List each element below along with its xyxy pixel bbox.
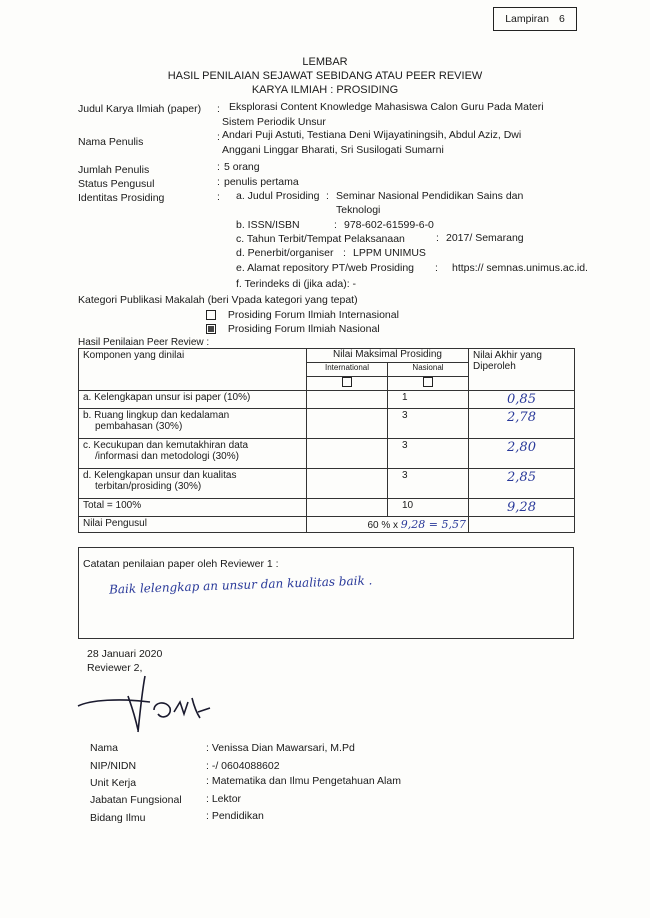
colon: : bbox=[343, 247, 346, 259]
row-a-score: 0,85 bbox=[469, 391, 575, 409]
c-value: 2017/ Semarang bbox=[446, 232, 524, 244]
header-nilai-akhir bbox=[469, 349, 575, 391]
total-int bbox=[307, 499, 388, 517]
row-d-int bbox=[307, 469, 388, 499]
row-b-int bbox=[307, 409, 388, 439]
row-d-score: 2,85 bbox=[469, 469, 575, 499]
header-akhir-1: Nilai Akhir yang bbox=[473, 350, 542, 361]
header-nilai-max: Nilai Maksimal Prosiding bbox=[307, 349, 469, 363]
e-value: https:// semnas.unimus.ac.id. bbox=[452, 262, 588, 274]
colon: : bbox=[217, 161, 220, 173]
b-value: 978-602-61599-6-0 bbox=[344, 219, 434, 231]
a-label: a. Judul Prosiding bbox=[236, 190, 320, 202]
row-b-max: 3 bbox=[388, 409, 469, 439]
c-label: c. Tahun Terbit/Tempat Pelaksanaan bbox=[236, 233, 405, 245]
judul-label: Judul Karya Ilmiah (paper) bbox=[78, 103, 202, 115]
unit-value: : Matematika dan Ilmu Pengetahuan Alam bbox=[206, 775, 401, 787]
kategori-option-nasional[interactable] bbox=[206, 323, 380, 335]
option-nas-label: Prosiding Forum Ilmiah Nasional bbox=[227, 323, 380, 335]
a-value-1: Seminar Nasional Pendidikan Sains dan bbox=[336, 190, 524, 202]
total-label: Total = 100% bbox=[79, 499, 307, 517]
pengusul-hand: 9,28 = 5,57 bbox=[400, 518, 466, 531]
identitas-label: Identitas Prosiding bbox=[78, 192, 165, 204]
jabatan-label: Jabatan Fungsional bbox=[90, 794, 182, 806]
row-a-label: a. Kelengkapan unsur isi paper (10%) bbox=[79, 391, 307, 409]
colon: : bbox=[217, 191, 220, 203]
row-d-l1: d. Kelengkapan unsur dan kualitas bbox=[83, 470, 237, 481]
checkbox-nas-table[interactable] bbox=[423, 377, 433, 387]
lampiran-number: 6 bbox=[558, 13, 565, 25]
nip-text: -/ 0604088602 bbox=[211, 760, 280, 772]
nas-checkbox-cell bbox=[388, 377, 469, 391]
row-c-int bbox=[307, 439, 388, 469]
d-label: d. Penerbit/organiser bbox=[236, 247, 334, 259]
pengusul-akhir bbox=[469, 517, 575, 533]
checkbox-internasional[interactable] bbox=[206, 310, 216, 320]
int-checkbox-cell bbox=[307, 377, 388, 391]
judul-value-2: Sistem Periodik Unsur bbox=[222, 116, 326, 128]
colon: : bbox=[326, 190, 329, 202]
header-international: International bbox=[307, 363, 388, 377]
row-c-label bbox=[79, 439, 307, 469]
colon: : bbox=[217, 103, 220, 115]
status-value: penulis pertama bbox=[224, 176, 299, 188]
nip-label: NIP/NIDN bbox=[90, 760, 137, 772]
penulis-value-1: Andari Puji Astuti, Testiana Deni Wijayatiningsih, Abdul Aziz, Dwi bbox=[222, 129, 522, 141]
bidang-label: Bidang Ilmu bbox=[90, 812, 146, 824]
penulis-value-2: Anggani Linggar Bharati, Sri Susilogati Sumarni bbox=[222, 144, 444, 156]
checkbox-int-table[interactable] bbox=[342, 377, 352, 387]
row-b-score: 2,78 bbox=[469, 409, 575, 439]
date: 28 Januari 2020 bbox=[87, 648, 163, 660]
unit-text: Matematika dan Ilmu Pengetahuan Alam bbox=[211, 775, 401, 787]
b-label: b. ISSN/ISBN bbox=[236, 219, 300, 231]
lampiran-label: Lampiran bbox=[505, 13, 549, 25]
row-a-max: 1 bbox=[388, 391, 469, 409]
catatan-text: Baik lelengkap an unsur dan kualitas baik . bbox=[108, 573, 373, 597]
row-b-l1: b. Ruang lingkup dan kedalaman bbox=[83, 410, 230, 421]
pengusul-label: Nilai Pengusul bbox=[79, 517, 307, 533]
reviewer-label: Reviewer 2, bbox=[87, 662, 143, 674]
colon: : bbox=[217, 176, 220, 188]
colon: : bbox=[435, 262, 438, 274]
e-label: e. Alamat repository PT/web Prosiding bbox=[236, 262, 414, 274]
checkbox-nasional-checked[interactable] bbox=[206, 324, 216, 334]
total-score: 9,28 bbox=[469, 499, 575, 517]
jumlah-label: Jumlah Penulis bbox=[78, 164, 150, 176]
row-a-int bbox=[307, 391, 388, 409]
bidang-value: : Pendidikan bbox=[206, 810, 264, 822]
nama-text: Venissa Dian Mawarsari, M.Pd bbox=[211, 742, 355, 754]
judul-value-1: Eksplorasi Content Knowledge Mahasiswa Calon Guru Pada Materi bbox=[229, 101, 544, 113]
lampiran-box bbox=[493, 7, 577, 31]
nip-value: : -/ 0604088602 bbox=[206, 760, 280, 772]
status-label: Status Pengusul bbox=[78, 178, 155, 190]
penulis-label: Nama Penulis bbox=[78, 136, 144, 148]
colon: : bbox=[217, 131, 220, 143]
title-line-2: HASIL PENILAIAN SEJAWAT SEBIDANG ATAU PEER REVIEW bbox=[167, 70, 483, 82]
d-value: LPPM UNIMUS bbox=[353, 247, 426, 259]
nama-value: : Venissa Dian Mawarsari, M.Pd bbox=[206, 742, 355, 754]
jabatan-value: : Lektor bbox=[206, 793, 242, 805]
catatan-box bbox=[78, 547, 574, 639]
title-line-3: KARYA ILMIAH : PROSIDING bbox=[251, 84, 399, 96]
f-label: f. Terindeks di (jika ada): - bbox=[236, 278, 357, 290]
row-b-l2: pembahasan (30%) bbox=[95, 421, 183, 432]
colon: : bbox=[436, 232, 439, 244]
jumlah-value: 5 orang bbox=[224, 161, 260, 173]
table-caption: Hasil Penilaian Peer Review : bbox=[78, 337, 210, 348]
header-komponen: Komponen yang dinilai bbox=[79, 349, 307, 391]
kategori-option-internasional[interactable] bbox=[206, 309, 399, 321]
score-table bbox=[78, 348, 575, 533]
pengusul-formula bbox=[307, 517, 469, 533]
unit-label: Unit Kerja bbox=[90, 777, 137, 789]
title-line-1: LEMBAR bbox=[302, 56, 348, 68]
colon: : bbox=[334, 219, 337, 231]
a-value-2: Teknologi bbox=[336, 204, 381, 216]
row-c-max: 3 bbox=[388, 439, 469, 469]
total-max: 10 bbox=[388, 499, 469, 517]
pengusul-prefix: 60 % x bbox=[367, 520, 399, 531]
row-c-l1: c. Kecukupan dan kemutakhiran data bbox=[83, 440, 249, 451]
nama-label: Nama bbox=[90, 742, 119, 754]
signature-image bbox=[70, 672, 230, 742]
row-c-l2: /informasi dan metodologi (30%) bbox=[95, 451, 239, 462]
kategori-label: Kategori Publikasi Makalah (beri Vpada kategori yang tepat) bbox=[78, 294, 358, 306]
header-akhir-2: Diperoleh bbox=[473, 361, 516, 372]
row-c-score: 2,80 bbox=[469, 439, 575, 469]
row-d-l2: terbitan/prosiding (30%) bbox=[95, 481, 202, 492]
row-b-label bbox=[79, 409, 307, 439]
row-d-label bbox=[79, 469, 307, 499]
row-d-max: 3 bbox=[388, 469, 469, 499]
bidang-text: Pendidikan bbox=[211, 810, 264, 822]
header-nasional: Nasional bbox=[388, 363, 469, 377]
jabatan-text: Lektor bbox=[211, 793, 242, 805]
catatan-label: Catatan penilaian paper oleh Reviewer 1 : bbox=[83, 558, 279, 570]
option-int-label: Prosiding Forum Ilmiah Internasional bbox=[227, 309, 399, 321]
